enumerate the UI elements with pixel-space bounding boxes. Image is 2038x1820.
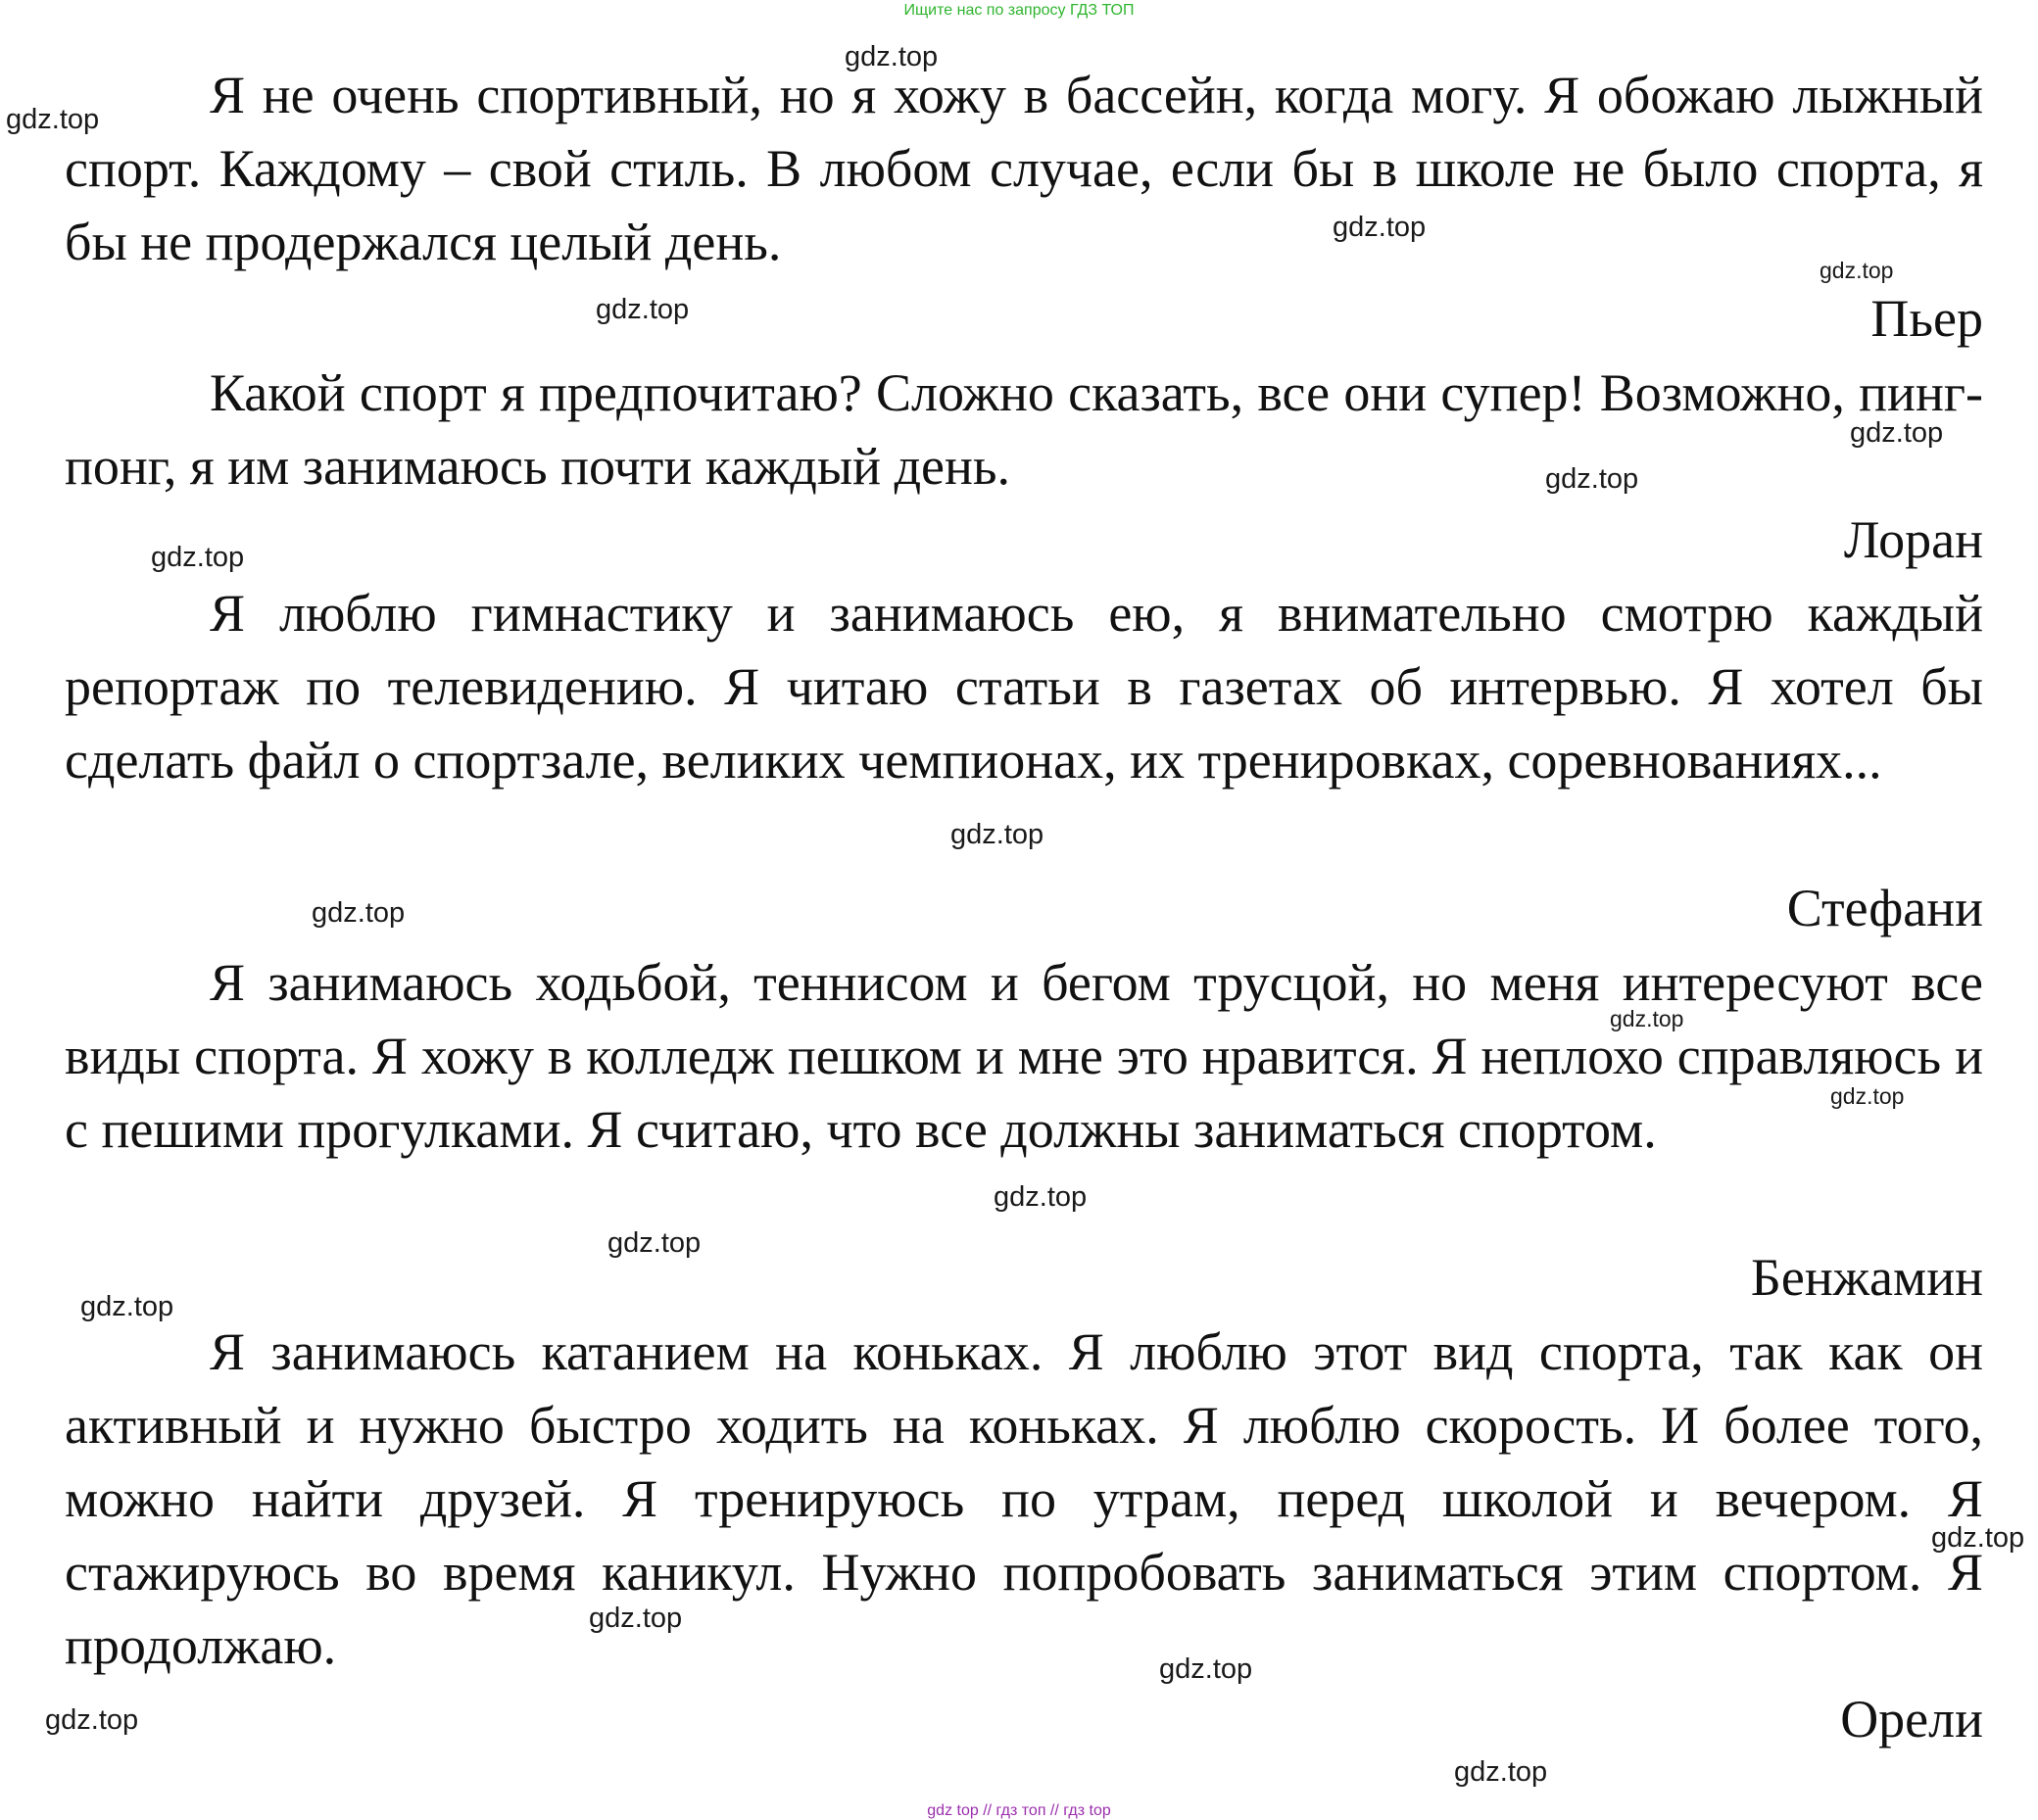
watermark: gdz.top xyxy=(1545,463,1639,495)
entry-3-author: Стефани xyxy=(1786,879,1983,937)
watermark: gdz.top xyxy=(994,1181,1088,1213)
watermark: gdz.top xyxy=(312,897,406,929)
entry-1-author: Пьер xyxy=(1870,289,1983,348)
watermark: gdz.top xyxy=(6,104,100,135)
watermark: gdz.top xyxy=(1850,417,1944,449)
entry-3-text: Я люблю гимнастику и занимаюсь ею, я внимательно смотрю каждый репортаж по телевидению. Я читаю статьи в газетах об интервью. Я хотел бы сделать файл о спортзале, великих чемпионах, их тренировках, соревнованиях... xyxy=(65,584,1983,790)
bottom-banner: gdz top // гдз топ // гдз top xyxy=(927,1802,1111,1819)
watermark: gdz.top xyxy=(1159,1653,1253,1685)
top-banner: Ищите нас по запросу ГДЗ ТОП xyxy=(903,2,1135,19)
watermark: gdz.top xyxy=(607,1227,702,1259)
watermark: gdz.top xyxy=(589,1603,683,1634)
entry-2-text: Какой спорт я предпочитаю? Сложно сказать, все они супер! Возможно, пинг-понг, я им занимаюсь почти каждый день. xyxy=(65,363,1983,496)
watermark: gdz.top xyxy=(1820,258,1894,283)
entry-2-author: Лоран xyxy=(1843,510,1983,569)
entry-5-text: Я занимаюсь катанием на коньках. Я люблю этот вид спорта, так как он активный и нужно быстро ходить на коньках. Я люблю скорость. И более того, можно найти друзей. Я тренируюсь по утрам, перед школой и вечером. Я стажируюсь во время каникул. Нужно попробовать заниматься этим спортом. Я продолжаю. xyxy=(65,1322,1983,1675)
watermark: gdz.top xyxy=(1610,1006,1684,1031)
watermark: gdz.top xyxy=(1333,212,1427,243)
entry-5-author: Орели xyxy=(1840,1690,1983,1748)
watermark: gdz.top xyxy=(1454,1756,1548,1788)
watermark: gdz.top xyxy=(1931,1522,2025,1554)
entry-1-text: Я не очень спортивный, но я хожу в бассейн, когда могу. Я обожаю лыжный спорт. Каждому – свой стиль. В любом случае, если бы в школе не было спорта, я бы не продержался целый день. xyxy=(65,66,1983,271)
watermark: gdz.top xyxy=(151,542,245,573)
watermark: gdz.top xyxy=(845,41,939,72)
entry-4-author: Бенжамин xyxy=(1750,1248,1983,1307)
watermark: gdz.top xyxy=(1830,1083,1905,1109)
watermark: gdz.top xyxy=(80,1291,174,1322)
entry-4-text: Я занимаюсь ходьбой, теннисом и бегом трусцой, но меня интересуют все виды спорта. Я хожу в колледж пешком и мне это нравится. Я неплохо справляюсь и с пешими прогулками. Я считаю, что все должны заниматься спортом. xyxy=(65,953,1983,1159)
watermark: gdz.top xyxy=(45,1704,139,1736)
watermark: gdz.top xyxy=(596,294,690,325)
watermark: gdz.top xyxy=(950,819,1044,850)
